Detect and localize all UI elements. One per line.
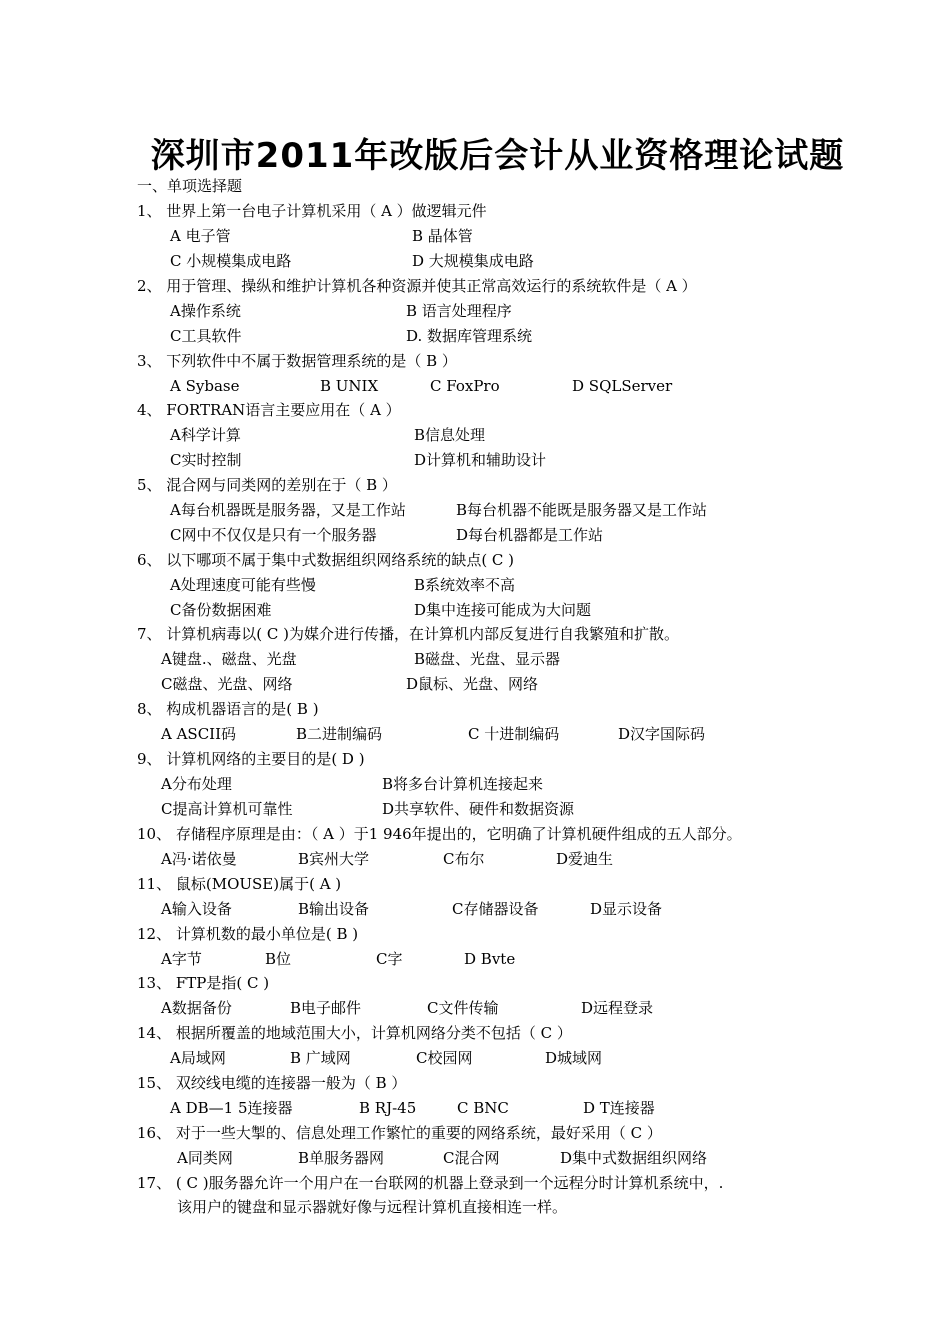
question-8-option-b: B二进制编码 <box>296 725 383 743</box>
question-17-continuation: 该用户的键盘和显示器就好像与远程计算机直接相连一样。 <box>177 1198 568 1216</box>
question-11-option-c: C存储器设备 <box>452 900 539 918</box>
question-14-option-a: A局域网 <box>170 1049 226 1067</box>
question-2-option-d: D. 数据库管理系统 <box>406 327 533 345</box>
question-3-option-c: C FoxPro <box>430 377 500 395</box>
question-10-option-b: B宾州大学 <box>298 850 370 868</box>
question-12-option-a: A字节 <box>161 950 202 968</box>
question-11-stem: 11、 鼠标(MOUSE)属于( A ) <box>137 875 342 893</box>
question-6-stem: 6、 以下哪项不属于集中式数据组织网络系统的缺点( C ) <box>137 551 515 569</box>
question-14-option-b: B 广域网 <box>290 1049 351 1067</box>
question-3-option-b: B UNIX <box>320 377 379 395</box>
question-2-option-a: A操作系统 <box>170 302 241 320</box>
question-16-option-c: C混合网 <box>443 1149 500 1167</box>
question-9-stem: 9、 计算机网络的主要目的是( D ) <box>137 750 365 768</box>
question-16-option-d: D集中式数据组织网络 <box>560 1149 708 1167</box>
question-7-option-c: C磁盘、光盘、网络 <box>161 675 293 693</box>
question-4-option-d: D计算机和辅助设计 <box>414 451 547 469</box>
question-10-option-a: A冯·诺依曼 <box>161 850 237 868</box>
question-13-option-c: C文件传输 <box>427 999 499 1017</box>
question-13-option-b: B电子邮件 <box>290 999 362 1017</box>
question-16-option-b: B单服务器网 <box>298 1149 385 1167</box>
question-10-option-d: D爱迪生 <box>556 850 614 868</box>
question-6-option-c: C备份数据困难 <box>170 601 272 619</box>
question-14-stem: 14、 根据所覆盖的地域范围大小，计算机网络分类不包括（ C ） <box>137 1024 572 1042</box>
question-11-option-a: A输入设备 <box>161 900 232 918</box>
question-9-option-c: C提高计算机可靠性 <box>161 800 293 818</box>
question-4-option-c: C实时控制 <box>170 451 242 469</box>
question-8-option-a: A ASCII码 <box>161 725 237 743</box>
question-15-option-d: D T连接器 <box>583 1099 655 1117</box>
question-17-stem: 17、 ( C )服务器允许一个用户在一台联网的机器上登录到一个远程分时计算机系统中，. <box>137 1174 724 1192</box>
question-11-option-b: B输出设备 <box>298 900 370 918</box>
question-6-option-a: A处理速度可能有些慢 <box>170 576 316 594</box>
question-13-option-d: D远程登录 <box>581 999 654 1017</box>
question-15-option-b: B RJ-45 <box>359 1099 417 1117</box>
question-3-stem: 3、 下列软件中不属于数据管理系统的是（ B ） <box>137 352 457 370</box>
question-9-option-b: B将多台计算机连接起来 <box>382 775 544 793</box>
question-1-option-a: A 电子管 <box>170 227 231 245</box>
question-6-option-d: D集中连接可能成为大问题 <box>414 601 592 619</box>
question-15-option-c: C BNC <box>457 1099 509 1117</box>
question-8-option-d: D汉字国际码 <box>618 725 706 743</box>
question-1-option-b: B 晶体管 <box>412 227 473 245</box>
question-5-option-c: C网中不仅仅是只有一个服务器 <box>170 526 377 544</box>
question-16-option-a: A同类网 <box>177 1149 233 1167</box>
question-15-stem: 15、 双绞线电缆的连接器一般为（ B ） <box>137 1074 407 1092</box>
question-8-stem: 8、 构成机器语言的是( B ) <box>137 700 319 718</box>
page-title: 深圳市2011年改版后会计从业资格理论试题 <box>150 136 845 176</box>
question-2-option-c: C工具软件 <box>170 327 242 345</box>
question-16-stem: 16、 对于一些大掣的、信息处理工作繁忙的重要的网络系统，最好采用（ C ） <box>137 1124 662 1142</box>
question-1-option-d: D 大规模集成电路 <box>412 252 534 270</box>
question-4-option-a: A科学计算 <box>170 426 241 444</box>
question-1-stem: 1、 世界上第一台电子计算机采用（ A ）做逻辑元件 <box>137 202 487 220</box>
question-10-option-c: C布尔 <box>443 850 485 868</box>
question-14-option-d: D城域网 <box>545 1049 603 1067</box>
question-7-option-d: D鼠标、光盘、网络 <box>406 675 539 693</box>
question-3-option-a: A Sybase <box>170 377 240 395</box>
question-4-stem: 4、 FORTRAN语言主要应用在（ A ） <box>137 401 401 419</box>
question-7-option-b: B磁盘、光盘、显示器 <box>414 650 561 668</box>
question-8-option-c: C 十进制编码 <box>468 725 560 743</box>
question-14-option-c: C校园网 <box>416 1049 473 1067</box>
question-5-option-b: B每台机器不能既是服务器又是工作站 <box>456 501 708 519</box>
question-3-option-d: D SQLServer <box>572 377 673 395</box>
question-12-option-c: C字 <box>376 950 403 968</box>
question-5-option-a: A每台机器既是服务器，又是工作站 <box>170 501 406 519</box>
question-5-stem: 5、 混合网与同类网的差别在于（ B ） <box>137 476 397 494</box>
question-12-option-b: B位 <box>265 950 292 968</box>
question-11-option-d: D显示设备 <box>590 900 663 918</box>
question-10-stem: 10、 存储程序原理是由：（ A ）于1 946年提出的，它明确了计算机硬件组成的五人部分。 <box>137 825 742 843</box>
question-13-option-a: A数据备份 <box>161 999 232 1017</box>
question-13-stem: 13、 FTP是指( C ) <box>137 974 270 992</box>
question-9-option-a: A分布处理 <box>161 775 232 793</box>
section-heading: 一、单项选择题 <box>137 177 243 195</box>
question-1-option-c: C 小规模集成电路 <box>170 252 292 270</box>
question-4-option-b: B信息处理 <box>414 426 486 444</box>
question-7-option-a: A键盘.、磁盘、光盘 <box>161 650 297 668</box>
question-2-option-b: B 语言处理程序 <box>406 302 512 320</box>
question-9-option-d: D共享软件、硬件和数据资源 <box>382 800 575 818</box>
question-12-option-d: D Bvte <box>464 950 516 968</box>
question-12-stem: 12、 计算机数的最小单位是( B ) <box>137 925 359 943</box>
question-5-option-d: D每台机器都是工作站 <box>456 526 604 544</box>
question-7-stem: 7、 计算机病毒以( C )为媒介进行传播，在计算机内部反复进行自我繁殖和扩散。 <box>137 625 680 643</box>
question-2-stem: 2、 用于管理、操纵和维护计算机各种资源并使其正常高效运行的系统软件是（ A ） <box>137 277 697 295</box>
question-6-option-b: B系统效率不高 <box>414 576 516 594</box>
question-15-option-a: A DB—1 5连接器 <box>170 1099 293 1117</box>
